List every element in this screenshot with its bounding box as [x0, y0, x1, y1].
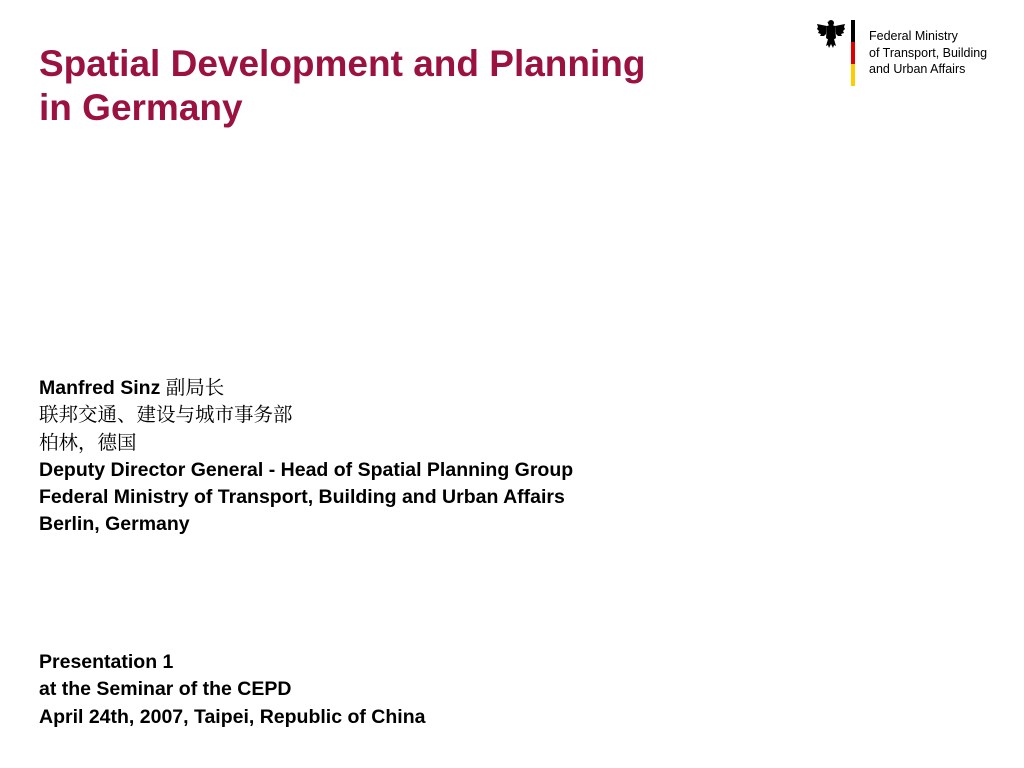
presentation-line-2: at the Seminar of the CEPD	[39, 678, 292, 701]
author-name-line	[39, 375, 573, 402]
ministry-name	[869, 28, 987, 78]
ministry-name-line-1: Federal Ministry	[869, 29, 958, 43]
author-ministry-cn: 联邦交通、建设与城市事务部	[39, 404, 293, 427]
slide-title	[39, 42, 646, 130]
presentation-line-1: Presentation 1	[39, 651, 174, 673]
author-name: Manfred Sinz	[39, 377, 161, 399]
flag-stripe-gold	[851, 64, 855, 86]
federal-eagle-icon	[816, 18, 846, 50]
author-position: Deputy Director General - Head of Spatial Planning Group	[39, 458, 574, 481]
author-title-cn: 副局长	[165, 377, 225, 399]
author-ministry: Federal Ministry of Transport, Building and Urban Affairs	[39, 486, 565, 509]
ministry-name-line-3: and Urban Affairs	[869, 62, 966, 76]
author-block	[39, 375, 573, 539]
flag-stripe-red	[851, 42, 855, 64]
presentation-line-3: April 24th, 2007, Taipei, Republic of China	[39, 705, 426, 728]
author-location-cn: 柏林，德国	[39, 431, 137, 454]
ministry-logo	[816, 18, 1016, 88]
author-location: Berlin, Germany	[39, 513, 190, 536]
presentation-info	[39, 649, 425, 731]
ministry-name-line-2: of Transport, Building	[869, 45, 988, 60]
slide-title-line-2: in Germany	[39, 87, 243, 128]
flag-stripe-black	[851, 20, 855, 42]
slide-title-line-1: Spatial Development and Planning	[39, 43, 646, 84]
german-flag-bar	[851, 20, 855, 86]
